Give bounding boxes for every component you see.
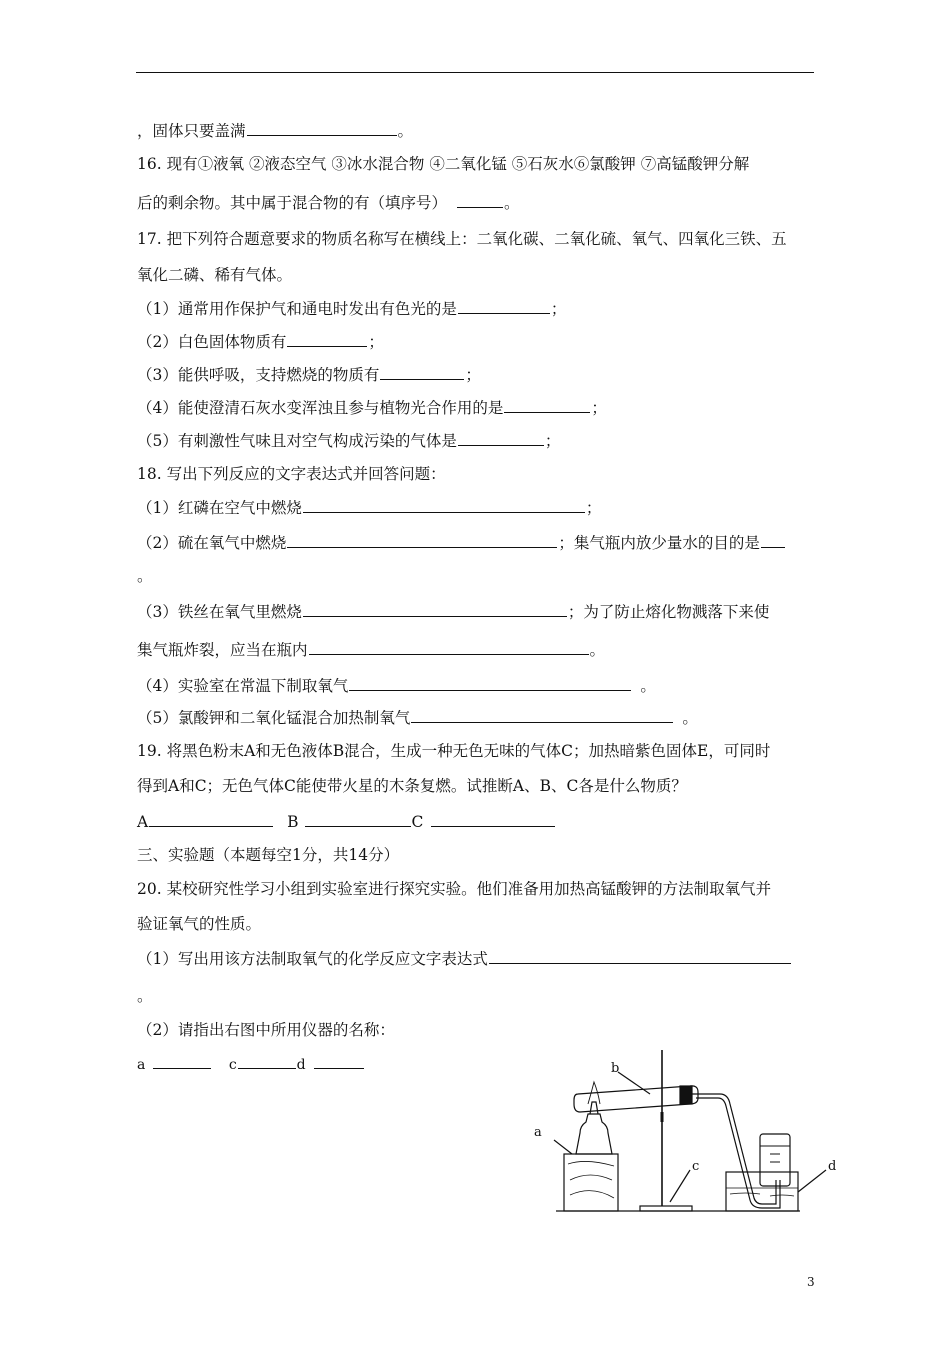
answer-blank[interactable] [247,120,397,136]
answer-blank[interactable] [287,532,557,548]
q20-2: （2）请指出右图中所用仪器的名称： [137,1021,395,1039]
q18-3-cont: 集气瓶炸裂，应当在瓶内 。 [137,641,606,659]
bottle-marks [770,1154,780,1162]
q18-5: （5）氯酸钾和二氧化锰混合加热制氧气 。 [137,709,698,727]
stand-base [640,1206,692,1211]
answer-blank[interactable] [349,675,631,691]
line-fill-solid: ，固体只要盖满 。 [137,122,414,140]
q17-line1: 17. 把下列符合题意要求的物质名称写在横线上：二氧化碳、二氧化硫、氧气、四氧化三铁、五 [137,230,787,248]
answer-blank-b[interactable] [305,811,411,827]
answer-blank[interactable] [457,192,503,208]
q20-line2: 验证氧气的性质。 [137,915,262,933]
answer-blank[interactable] [411,707,673,723]
label-b: b [611,1061,620,1076]
label-a: a [534,1125,542,1140]
answer-blank[interactable] [761,532,785,548]
q18-4: （4）实验室在常温下制取氧气 。 [137,677,656,695]
lamp-wick [590,1102,598,1114]
answer-blank[interactable] [287,331,367,347]
collecting-bottle [760,1134,790,1186]
answer-blank[interactable] [303,497,585,513]
answer-blank[interactable] [303,601,567,617]
q20-1-end: 。 [137,987,153,1005]
label-d: d [828,1159,837,1174]
q17-1: （1）通常用作保护气和通电时发出有色光的是 ； [137,300,567,318]
q19-line1: 19. 将黑色粉末A和无色液体B混合，生成一种无色无味的气体C；加热暗紫色固体E，可同时 [137,742,771,760]
header-rule [136,72,814,73]
answer-blank[interactable] [504,397,590,413]
wood-grain [568,1161,614,1198]
section-3-heading: 三、实验题（本题每空1分，共14分） [137,846,400,864]
oxygen-apparatus-figure [520,1030,850,1225]
q20-line1: 20. 某校研究性学习小组到实验室进行探究实验。他们准备用加热高锰酸钾的方法制取氧气并 [137,880,772,898]
q19-answers: A B C [137,811,814,832]
leader-c [670,1170,690,1202]
answer-blank-c[interactable] [431,811,555,827]
answer-blank-d[interactable] [314,1053,364,1069]
q16-line1: 16. 现有①液氧 ②液态空气 ③冰水混合物 ④二氧化锰 ⑤石灰水⑥氯酸钾 ⑦高锰酸钾分解 [137,155,750,173]
answer-blank[interactable] [489,948,791,964]
delivery-tube [692,1094,776,1204]
answer-blank-a[interactable] [149,811,273,827]
q16-line2: 后的剩余物。其中属于混合物的有（填序号） 。 [137,194,520,212]
q17-2: （2）白色固体物质有 ； [137,333,384,351]
q20-1: （1）写出用该方法制取氧气的化学反应文字表达式 [137,948,814,969]
leader-a [554,1140,572,1154]
q19-line2: 得到A和C；无色气体C能使带火星的木条复燃。试推断A、B、C各是什么物质？ [137,777,687,795]
answer-blank[interactable] [380,364,464,380]
q17-line2: 氧化二磷、稀有气体。 [137,266,293,284]
answer-blank-c[interactable] [238,1053,296,1069]
q17-5: （5）有刺激性气味且对空气构成污染的气体是 ； [137,432,561,450]
stopper [680,1086,692,1104]
answer-blank[interactable] [458,430,544,446]
label-c: c [692,1159,700,1174]
q18-2: （2）硫在氧气中燃烧 ；集气瓶内放少量水的目的是 [137,532,814,553]
q17-4: （4）能使澄清石灰水变浑浊且参与植物光合作用的是 ； [137,399,607,417]
q17-3: （3）能供呼吸，支持燃烧的物质有 ； [137,366,481,384]
water-surface [726,1188,798,1196]
water-trough [726,1172,798,1211]
q18-title: 18. 写出下列反应的文字表达式并回答问题： [137,465,446,483]
page-number: 3 [807,1275,815,1289]
delivery-tube-inner [696,1098,780,1208]
answer-blank[interactable] [458,298,550,314]
q18-1: （1）红磷在空气中燃烧 ； [137,499,602,517]
alcohol-lamp [576,1114,612,1154]
leader-d [798,1170,826,1192]
q18-3: （3）铁丝在氧气里燃烧 ；为了防止熔化物溅落下来使 [137,603,770,621]
answer-blank[interactable] [309,639,589,655]
q18-2-end: 。 [137,567,153,585]
answer-blank-a[interactable] [153,1053,211,1069]
q20-2-answers: a c d [137,1053,814,1075]
